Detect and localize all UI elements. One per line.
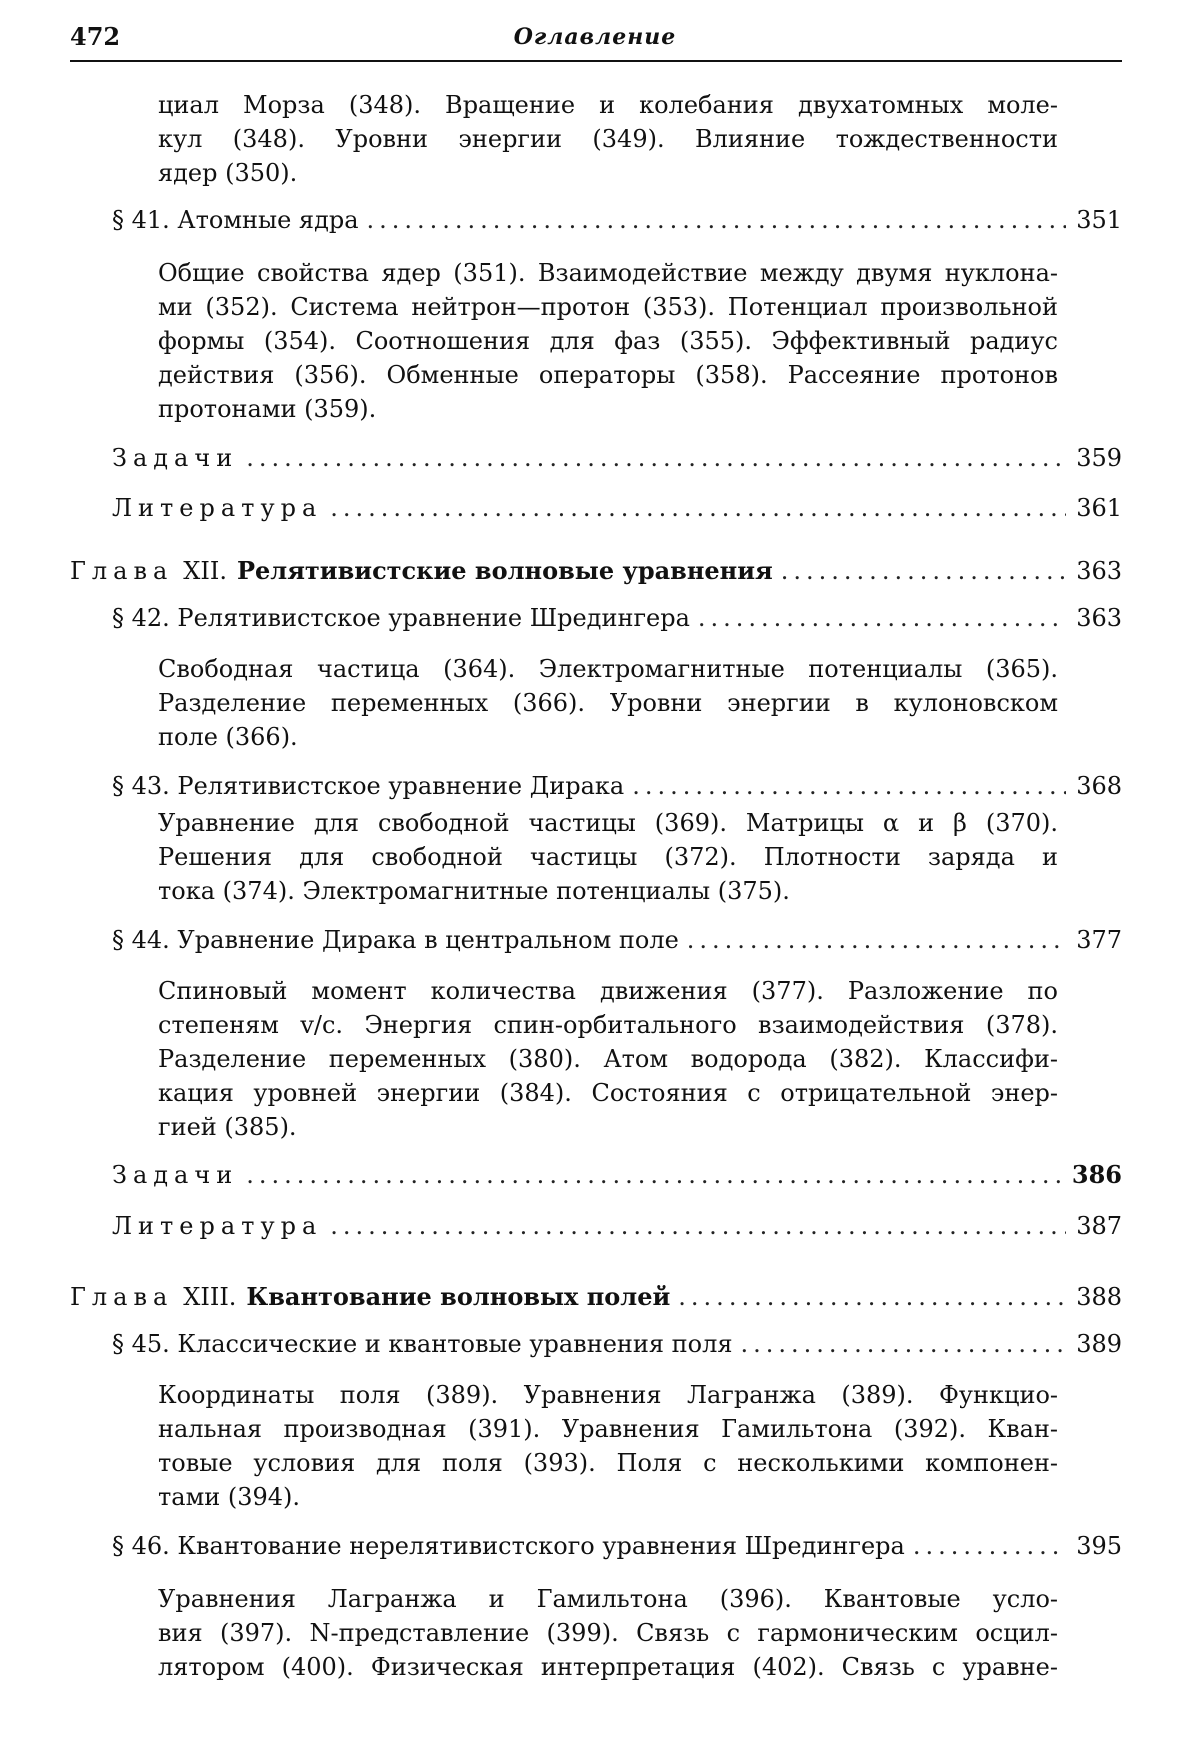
leader-dots: [246, 1161, 1064, 1189]
entry-label: § 41. Атомные ядра: [112, 206, 359, 234]
entry-page: 377: [1076, 926, 1122, 954]
leader-dots: [367, 206, 1066, 234]
desc-line: товые условия для поля (393). Поля с несколькими компонен-: [158, 1449, 1058, 1477]
desc-line: протонами (359).: [158, 395, 377, 423]
desc-line: Спиновый момент количества движения (377). Разложение по: [158, 977, 1058, 1005]
chapter-number: XIII.: [183, 1283, 237, 1311]
toc-description-continued: [158, 88, 1058, 190]
toc-entry-section-43[interactable]: [112, 772, 1122, 800]
toc-description-section-42: [158, 652, 1058, 754]
entry-page: 363: [1076, 557, 1122, 585]
desc-line: Координаты поля (389). Уравнения Лагранжа (389). Функцио-: [158, 1381, 1058, 1409]
leader-dots: [678, 1283, 1066, 1311]
toc-entry-section-42[interactable]: [112, 604, 1122, 632]
leader-dots: [781, 557, 1066, 585]
entry-label: § 46. Квантование нерелятивистского уравнения Шредингера: [112, 1532, 905, 1560]
chapter-number: XII.: [183, 557, 227, 585]
toc-description-section-46: [158, 1582, 1058, 1684]
desc-line: действия (356). Обменные операторы (358). Рассеяние протонов: [158, 361, 1058, 389]
entry-label: Задачи: [112, 1161, 239, 1189]
desc-line: лятором (400). Физическая интерпретация (402). Связь с уравне-: [158, 1653, 1058, 1681]
leader-dots: [330, 1212, 1066, 1240]
chapter-title: Квантование волновых полей: [246, 1282, 671, 1311]
desc-line: ми (352). Система нейтрон—протон (353). Потенциал произвольной: [158, 293, 1058, 321]
entry-label: § 45. Классические и квантовые уравнения поля: [112, 1330, 733, 1358]
entry-label: Задачи: [112, 444, 239, 472]
entry-page: 351: [1076, 206, 1122, 234]
toc-description-section-43: [158, 806, 1058, 908]
running-title: Оглавление: [513, 24, 677, 50]
header-rule: [70, 60, 1122, 62]
desc-line: Уравнение для свободной частицы (369). Матрицы α и β (370).: [158, 809, 1058, 837]
toc-entry-problems-2[interactable]: [112, 1160, 1122, 1189]
entry-label: § 42. Релятивистское уравнение Шредингера: [112, 604, 690, 632]
leader-dots: [913, 1532, 1066, 1560]
toc-entry-problems-1[interactable]: [112, 444, 1122, 472]
toc-entry-chapter-13[interactable]: [70, 1282, 1122, 1311]
entry-label: Литература: [112, 1212, 323, 1240]
toc-entry-literature-2[interactable]: [112, 1212, 1122, 1240]
leader-dots: [698, 604, 1066, 632]
entry-page: 361: [1076, 494, 1122, 522]
desc-line: Решения для свободной частицы (372). Плотности заряда и: [158, 843, 1058, 871]
toc-description-section-45: [158, 1378, 1058, 1514]
desc-line: степеням v/c. Энергия спин-орбитального взаимодействия (378).: [158, 1011, 1058, 1039]
toc-description-section-41: [158, 256, 1058, 426]
entry-page: 386: [1071, 1160, 1122, 1189]
desc-line: Разделение переменных (366). Уровни энергии в кулоновском: [158, 689, 1058, 717]
leader-dots: [632, 772, 1066, 800]
entry-page: 395: [1076, 1532, 1122, 1560]
entry-page: 388: [1076, 1283, 1122, 1311]
leader-dots: [246, 444, 1066, 472]
toc-entry-literature-1[interactable]: [112, 494, 1122, 522]
desc-line: Разделение переменных (380). Атом водорода (382). Классифи-: [158, 1045, 1058, 1073]
desc-line: тока (374). Электромагнитные потенциалы (375).: [158, 877, 790, 905]
chapter-prefix: Глава: [70, 1283, 174, 1311]
desc-line: Свободная частица (364). Электромагнитные потенциалы (365).: [158, 655, 1058, 683]
page-number: 472: [70, 22, 121, 51]
desc-line: циал Морза (348). Вращение и колебания двухатомных моле-: [158, 91, 1058, 119]
entry-page: 389: [1076, 1330, 1122, 1358]
entry-page: 359: [1076, 444, 1122, 472]
desc-line: поле (366).: [158, 723, 298, 751]
desc-line: кул (348). Уровни энергии (349). Влияние тождественности: [158, 125, 1058, 153]
toc-description-section-44: [158, 974, 1058, 1144]
desc-line: кация уровней энергии (384). Состояния с отрицательной энер-: [158, 1079, 1058, 1107]
chapter-title: Релятивистские волновые уравнения: [236, 556, 773, 585]
desc-line: Уравнения Лагранжа и Гамильтона (396). Квантовые усло-: [158, 1585, 1058, 1613]
entry-page: 368: [1076, 772, 1122, 800]
desc-line: ядер (350).: [158, 159, 298, 187]
toc-entry-section-46[interactable]: [112, 1532, 1122, 1560]
toc-entry-section-44[interactable]: [112, 926, 1122, 954]
chapter-prefix: Глава: [70, 557, 174, 585]
leader-dots: [740, 1330, 1066, 1358]
desc-line: тами (394).: [158, 1483, 301, 1511]
desc-line: гией (385).: [158, 1113, 297, 1141]
desc-line: Общие свойства ядер (351). Взаимодействие между двумя нуклона-: [158, 259, 1058, 287]
desc-line: нальная производная (391). Уравнения Гамильтона (392). Кван-: [158, 1415, 1058, 1443]
leader-dots: [687, 926, 1066, 954]
toc-entry-section-41[interactable]: [112, 206, 1122, 234]
entry-page: 363: [1076, 604, 1122, 632]
page-header: [70, 18, 1120, 62]
leader-dots: [330, 494, 1066, 522]
desc-line: формы (354). Соотношения для фаз (355). Эффективный радиус: [158, 327, 1058, 355]
desc-line: вия (397). N-представление (399). Связь с гармоническим осцил-: [158, 1619, 1058, 1647]
toc-entry-chapter-12[interactable]: [70, 556, 1122, 585]
entry-label: § 44. Уравнение Дирака в центральном поле: [112, 926, 679, 954]
entry-label: § 43. Релятивистское уравнение Дирака: [112, 772, 625, 800]
toc-entry-section-45[interactable]: [112, 1330, 1122, 1358]
entry-label: Литература: [112, 494, 323, 522]
entry-page: 387: [1076, 1212, 1122, 1240]
